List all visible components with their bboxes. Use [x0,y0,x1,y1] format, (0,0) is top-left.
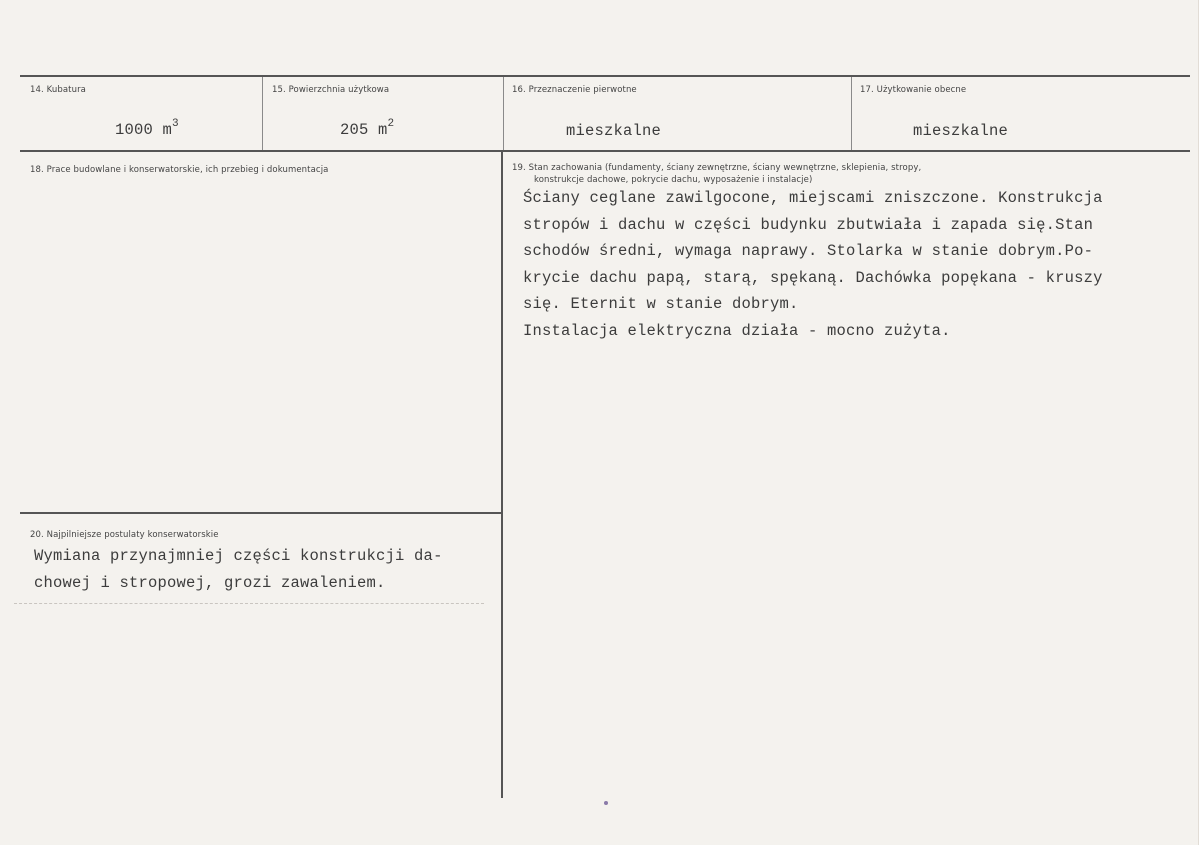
field-19-label-line1: 19. Stan zachowania (fundamenty, ściany zewnętrzne, ściany wewnętrzne, sklepienia, stropy, [512,163,922,173]
field-16-value: mieszkalne [566,122,662,140]
field-17-label: 17. Użytkowanie obecne [860,85,967,95]
faint-guide-line [14,603,484,604]
field-19-text [523,185,1103,344]
col-divider-16-17 [851,77,852,150]
field-19-label-line2: konstrukcje dachowe, pokrycie dachu, wyposażenie i instalacje) [534,175,813,185]
field-19-line: Ściany ceglane zawilgocone, miejscami zniszczone. Konstrukcja [523,189,1103,207]
field-15-label: 15. Powierzchnia użytkowa [272,85,390,95]
ink-speck [604,801,608,805]
field-20-line: chowej i stropowej, grozi zawaleniem. [34,573,386,592]
field-18-label: 18. Prace budowlane i konserwatorskie, ich przebieg i dokumentacja [30,165,329,175]
col-divider-14-15 [262,77,263,150]
field-19-line: Instalacja elektryczna działa - mocno zużyta. [523,321,951,340]
top-rule [20,75,1190,77]
col-divider-15-16 [503,77,504,150]
section-20-top-rule [20,512,502,514]
field-15-exponent: 2 [387,118,395,130]
field-19-line: schodów średni, wymaga naprawy. Stolarka w stanie dobrym.Po- [523,242,1094,260]
field-14-exponent: 3 [172,118,179,130]
field-20-label: 20. Najpilniejsze postulaty konserwatorskie [30,530,219,540]
field-19-line: stropów i dachu w części budynku zbutwiała i zapada się.Stan [523,215,1094,234]
field-19-line: się. Eternit w stanie dobrym. [523,295,799,313]
field-15-number: 205 m [340,121,388,139]
main-vertical-divider [501,152,503,798]
field-19-line: krycie dachu papą, starą, spękaną. Dachówka popękana - kruszy [523,268,1103,287]
field-14-label: 14. Kubatura [30,85,86,95]
field-14-value [115,118,179,139]
field-17-value: mieszkalne [913,122,1009,140]
field-20-text [34,543,443,596]
field-15-value [340,118,394,139]
field-14-number: 1000 m [115,121,173,139]
field-16-label: 16. Przeznaczenie pierwotne [512,85,637,95]
row-divider-rule [20,150,1190,152]
field-20-line: Wymiana przynajmniej części konstrukcji da- [34,547,443,565]
